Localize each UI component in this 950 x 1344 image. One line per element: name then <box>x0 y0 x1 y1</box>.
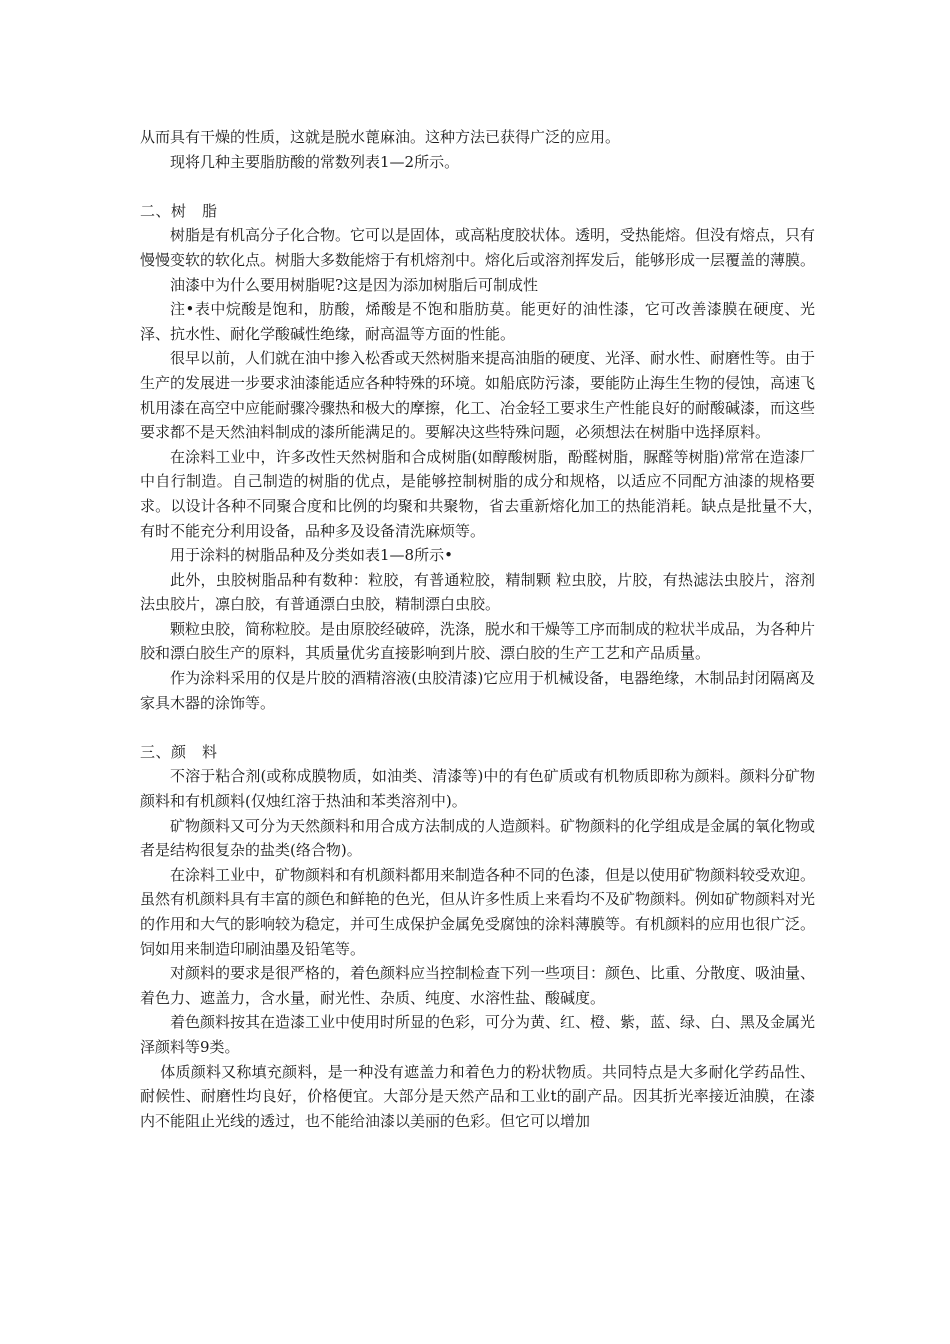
resin-paragraph-7: 此外，虫胶树脂品种有数种：粒胶，有普通粒胶，精制颗 粒虫胶，片胶，有热滤法虫胶片，溶剂法虫胶片，凛白胶，有普通漂白虫胶，精制漂白虫胶。 <box>140 570 815 614</box>
resin-paragraph-3: 注•表中烷酸是饱和，肪酸，烯酸是不饱和脂肪莫。能更好的油性漆，它可改善漆膜在硬度、光泽、抗水性、耐化学酸碱性绝缘，耐高温等方面的性能。 <box>140 300 815 343</box>
resin-paragraph-9: 作为涂料采用的仅是片胶的酒精溶液(虫胶清漆)它应用于机械设备，电器绝缘，木制品封闭隔离及家具木器的涂饰等。 <box>140 669 815 712</box>
pigment-paragraph-4: 对颜料的要求是很严格的，着色颜料应当控制检查下列一些项目：颜色、比重、分散度、吸油量、着色力、遮盖力，含水量，耐光性、杂质、纯度、水溶性盐、酸碱度。 <box>140 964 816 1007</box>
resin-paragraph-2: 油漆中为什么要用树脂呢?这是因为添加树脂后可制成性 <box>170 275 539 294</box>
pigment-paragraph-6: 体质颜料又称填充颜料，是一种没有遮盖力和着色力的粉状物质。共同特点是大多耐化学药品性、耐候性、耐磨性均良好，价格便宜。大部分是天然产品和工业t的副产品。因其折光率接近油膜，在漆内不能阻止光线的透过，也不能给油漆以美丽的色彩。但它可以增加 <box>140 1062 815 1130</box>
document-body <box>140 125 831 1133</box>
pigment-paragraph-2: 矿物颜料又可分为天然颜料和用合成方法制成的人造颜料。矿物颜料的化学组成是金属的氧化物或者是结构很复杂的盐类(络合物)。 <box>140 816 816 860</box>
resin-paragraph-8: 颗粒虫胶，简称粒胶。是由原胶经破碎，洗涤，脱水和干燥等工序而制成的粒状半成品，为各种片胶和漂白胶生产的原料，其质量优劣直接影响到片胶、漂白胶的生产工艺和产品质量。 <box>140 619 816 663</box>
pigment-paragraph-1: 不溶于粘合剂(或称成膜物质，如油类、清漆等)中的有色矿质或有机物质即称为颜料。颜料分矿物颜料和有机颜料(仅烛红溶于热油和苯类溶剂中)。 <box>140 767 815 811</box>
pigment-paragraph-3: 在涂料工业中，矿物颜料和有机颜料都用来制造各种不同的色漆，但是以使用矿物颜料较受欢迎。虽然有机颜料具有丰富的颜色和鲜艳的色光，但从许多性质上来看均不及矿物颜料。例如矿物颜料对光的作用和大气的影响较为稳定，并可生成保护金属免受腐蚀的涂料薄膜等。有机颜料的应用也很广泛。饲如用来制造印刷油墨及铅笔等。 <box>140 865 816 958</box>
pigment-paragraph-5: 着色颜料按其在造漆工业中使用时所显的色彩，可分为黄、红、橙、紫，蓝、绿、白、黑及金属光泽颜料等9类。 <box>140 1013 816 1056</box>
section-heading-resin: 二、树 脂 <box>140 201 218 220</box>
resin-paragraph-1: 树脂是有机高分子化合物。它可以是固体，或高粘度胶状体。透明，受热能熔。但没有熔点，只有慢慢变软的软化点。树脂大多数能熔于有机熔剂中。熔化后或溶剂挥发后，能够形成一层覆盖的薄膜。 <box>140 226 816 269</box>
section-heading-pigment: 三、颜 料 <box>140 742 218 761</box>
resin-paragraph-6: 用于涂料的树脂品种及分类如表1—8所示• <box>170 546 453 565</box>
resin-paragraph-4: 很早以前，人们就在油中掺入松香或天然树脂来提高油脂的硬度、光泽、耐水性、耐磨性等。由于生产的发展进一步要求油漆能适应各种特殊的环境。如船底防污漆，要能防止海生生物的侵蚀，高速飞机用漆在高空中应能耐骤冷骤热和极大的摩擦，化工、冶金轻工要求生产性能良好的耐酸碱漆，而这些要求都不是天然油料制成的漆所能满足的。要解决这些特殊问题，必须想法在树脂中选择原料。 <box>140 349 816 442</box>
intro-paragraph-1: 从而具有干燥的性质，这就是脱水蓖麻油。这种方法已获得广泛的应用。 <box>140 128 621 146</box>
intro-paragraph-2: 现将几种主要脂肪酸的常数列表1—2所示。 <box>170 152 460 171</box>
resin-paragraph-5: 在涂料工业中，许多改性天然树脂和合成树脂(如醇酸树脂，酚醛树脂，脲醛等树脂)常常在造漆厂中自行制造。自己制造的树脂的优点，是能够控制树脂的成分和规格，以适应不同配方油漆的规格要求。以设计各种不同聚合度和比例的均聚和共聚物，省去重新熔化加工的热能消耗。缺点是批量不大， 有时不能充分利用设备，品种多及设备清洗麻烦等。 <box>140 447 831 540</box>
